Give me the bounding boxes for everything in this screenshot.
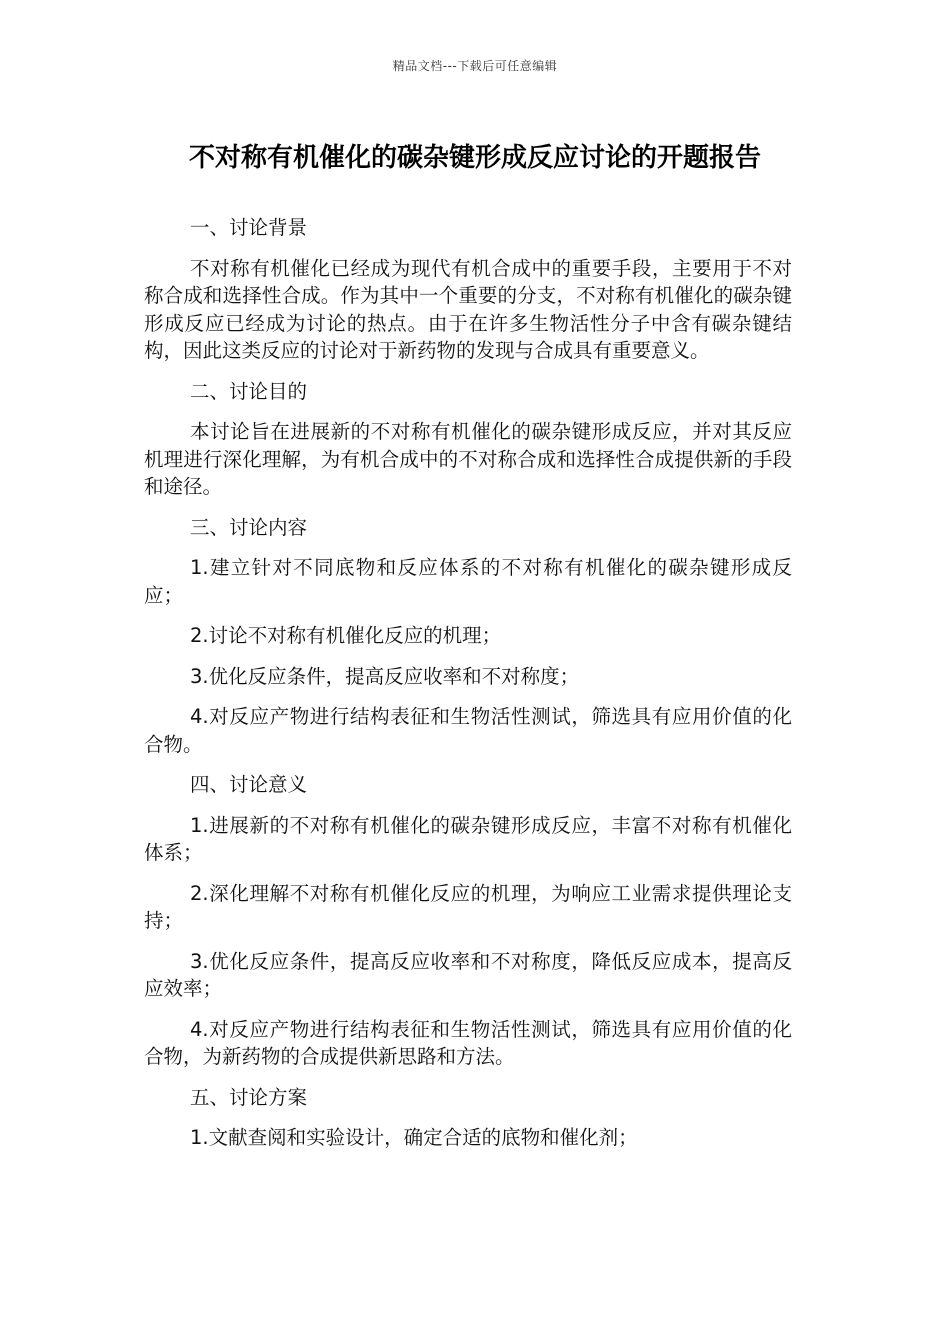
section-heading: 四、讨论意义 [190,773,308,796]
header-note: 精品文档---下载后可任意编辑 [392,59,558,73]
section-heading: 二、讨论目的 [190,379,308,403]
list-item: 2.深化理解不对称有机催化反应的机理，为响应工业需求提供理论支持； [144,881,792,932]
section-plan [144,1084,792,1152]
document-body [144,214,792,1165]
list-item: 4.对反应产物进行结构表征和生物活性测试，筛选具有应用价值的化合物，为新药物的合成提供新思路和方法。 [144,1017,792,1068]
section-content [144,514,792,759]
paragraph: 本讨论旨在进展新的不对称有机催化的碳杂键形成反应，并对其反应机理进行深化理解，为有机合成中的不对称合成和选择性合成提供新的手段和途径。 [144,420,792,498]
list-item: 3.优化反应条件，提高反应收率和不对称度，降低反应成本，提高反应效率； [144,949,792,1000]
section-background [144,214,792,365]
list-item: 4.对反应产物进行结构表征和生物活性测试，筛选具有应用价值的化合物。 [144,705,792,756]
list-item: 1.文献查阅和实验设计，确定合适的底物和催化剂； [190,1126,638,1149]
section-heading: 一、讨论背景 [190,216,308,239]
document-title: 不对称有机催化的碳杂键形成反应讨论的开题报告 [188,143,761,173]
list-item: 1.建立针对不同底物和反应体系的不对称有机催化的碳杂键形成反应； [144,556,792,607]
list-item: 2.讨论不对称有机催化反应的机理； [190,624,502,647]
section-significance [144,771,792,1071]
list-item: 1.进展新的不对称有机催化的碳杂键形成反应，丰富不对称有机催化体系； [144,813,792,864]
section-heading: 五、讨论方案 [190,1085,308,1109]
list-item: 3.优化反应条件，提高反应收率和不对称度； [190,664,580,688]
section-purpose [144,378,792,501]
section-heading: 三、讨论内容 [190,515,308,539]
paragraph: 不对称有机催化已经成为现代有机合成中的重要手段，主要用于不对称合成和选择性合成。作为其中一个重要的分支，不对称有机催化的碳杂键形成反应已经成为讨论的热点。由于在许多生物活性分子中含有碳杂键结构，因此这类反应的讨论对于新药物的发现与合成具有重要意义。 [144,256,792,362]
